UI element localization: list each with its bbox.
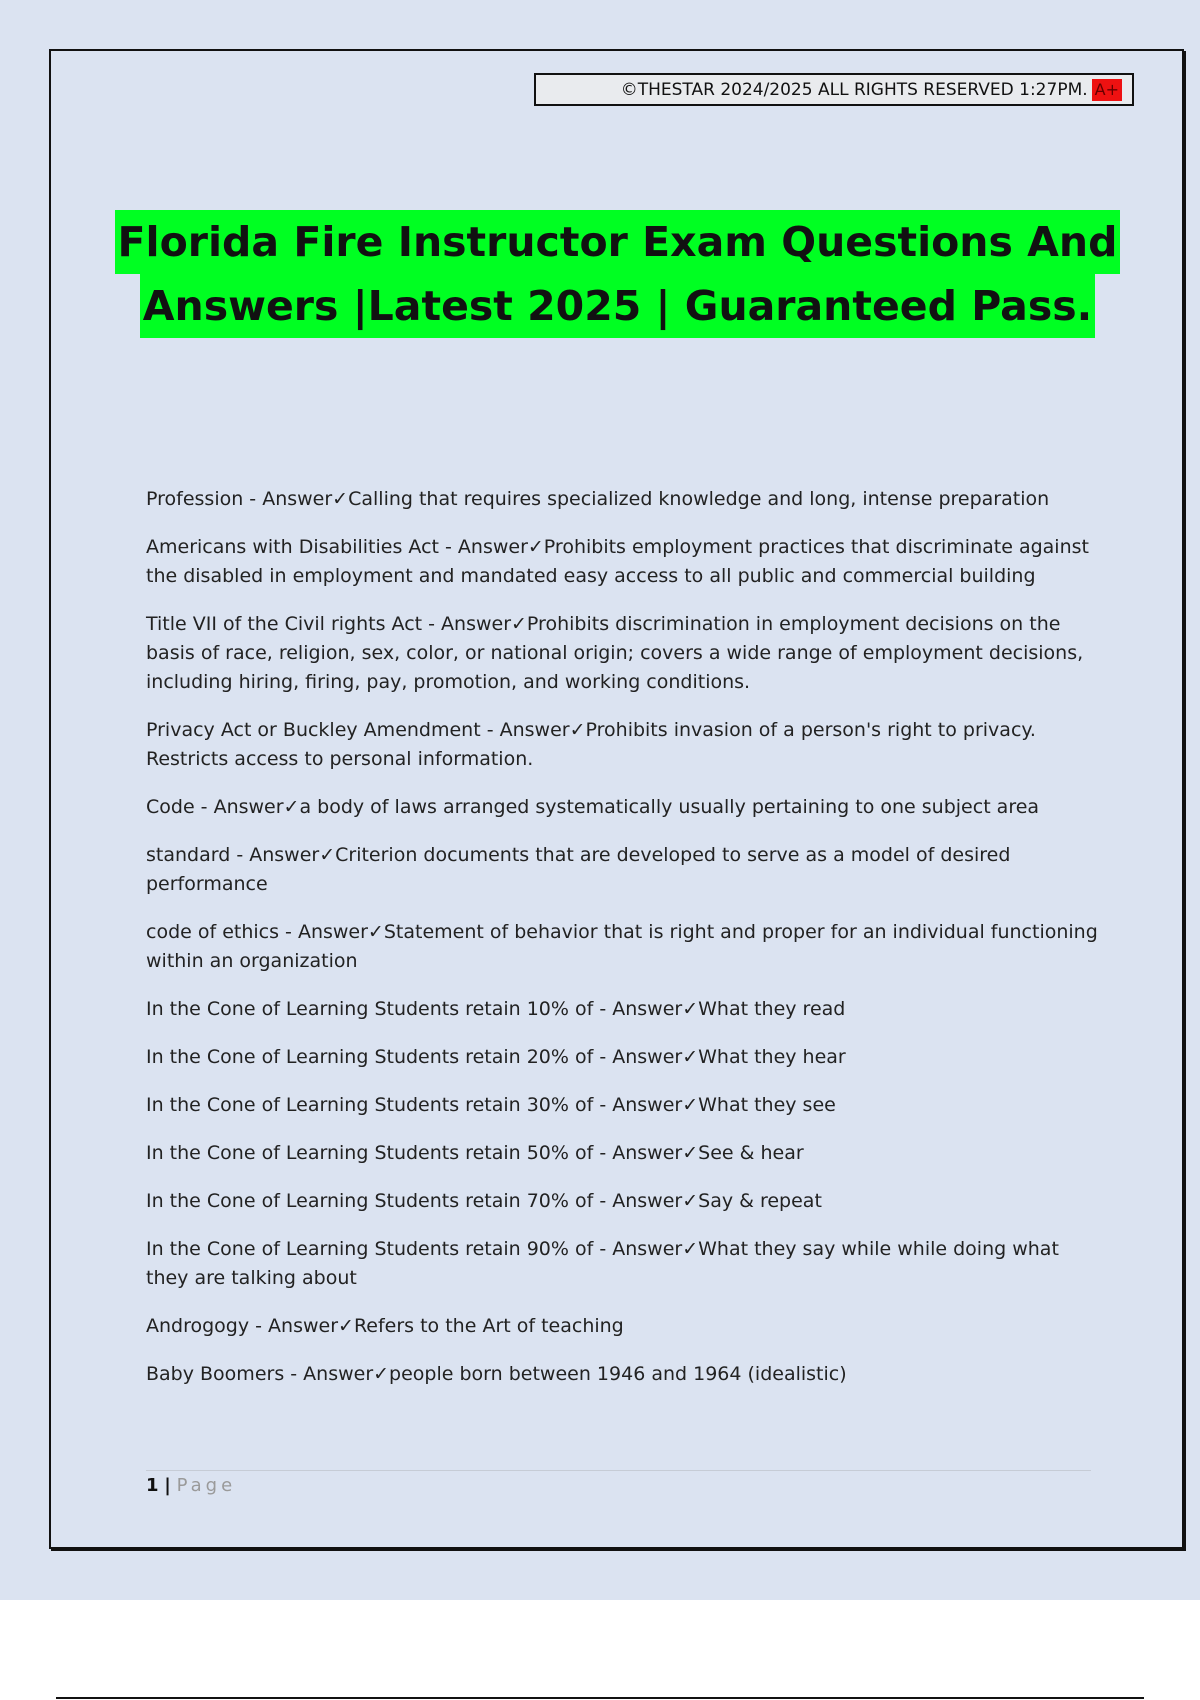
qa-item-baby-boomers: Baby Boomers - Answer✓people born between 1946 and 1964 (idealistic) xyxy=(146,1363,847,1385)
copyright-text: ©THESTAR 2024/2025 ALL RIGHTS RESERVED 1:27PM. xyxy=(620,79,1088,100)
qa-item-cone-70: In the Cone of Learning Students retain 70% of - Answer✓Say & repeat xyxy=(146,1190,822,1212)
document-title xyxy=(100,210,1135,338)
qa-item-title-vii: Title VII of the Civil rights Act - Answer✓Prohibits discrimination in employment decisions on the basis of race, religion, sex, color, or national origin; covers a wide range of employment decisions, including hiring, firing, pay, promotion, and working conditions. xyxy=(146,613,1084,693)
qa-item-code: Code - Answer✓a body of laws arranged systematically usually pertaining to one subject area xyxy=(146,796,1040,818)
qa-item-code-of-ethics: code of ethics - Answer✓Statement of behavior that is right and proper for an individual functioning within an organization xyxy=(146,921,1098,972)
footer-divider xyxy=(146,1470,1091,1471)
page-label: Page xyxy=(176,1475,237,1496)
copyright-header xyxy=(534,73,1134,106)
page-number: 1 xyxy=(146,1475,159,1496)
qa-item-profession: Profession - Answer✓Calling that requires specialized knowledge and long, intense preparation xyxy=(146,488,1050,510)
next-page-top-rule xyxy=(56,1697,1144,1699)
qa-list xyxy=(146,485,1106,1408)
qa-item-privacy-act: Privacy Act or Buckley Amendment - Answer✓Prohibits invasion of a person's right to privacy. Restricts access to personal information. xyxy=(146,719,1036,770)
qa-item-cone-30: In the Cone of Learning Students retain 30% of - Answer✓What they see xyxy=(146,1094,836,1116)
qa-item-cone-10: In the Cone of Learning Students retain 10% of - Answer✓What they read xyxy=(146,998,846,1020)
title-line-1: Florida Fire Instructor Exam Questions And xyxy=(115,210,1121,274)
qa-item-ada: Americans with Disabilities Act - Answer✓Prohibits employment practices that discriminate against the disabled in employment and mandated easy access to all public and commercial building xyxy=(146,536,1089,587)
qa-item-standard: standard - Answer✓Criterion documents that are developed to serve as a model of desired performance xyxy=(146,844,1011,895)
qa-item-cone-50: In the Cone of Learning Students retain 50% of - Answer✓See & hear xyxy=(146,1142,804,1164)
qa-item-androgogy: Androgogy - Answer✓Refers to the Art of teaching xyxy=(146,1315,624,1337)
page-separator: | xyxy=(164,1475,171,1496)
qa-item-cone-90: In the Cone of Learning Students retain 90% of - Answer✓What they say while while doing what they are talking about xyxy=(146,1238,1059,1289)
title-line-2: Answers |Latest 2025 | Guaranteed Pass. xyxy=(140,274,1095,338)
grade-badge: A+ xyxy=(1092,79,1122,101)
qa-item-cone-20: In the Cone of Learning Students retain 20% of - Answer✓What they hear xyxy=(146,1046,846,1068)
page-footer xyxy=(146,1474,236,1498)
